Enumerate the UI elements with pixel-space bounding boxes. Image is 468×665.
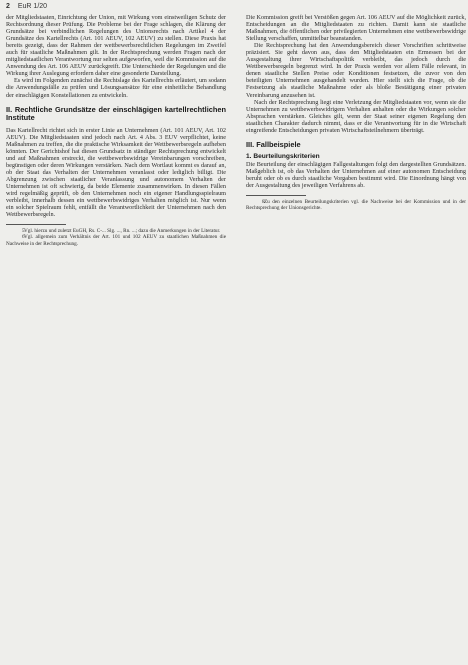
footnote-text: Zu den einzelnen Beurteilungskriterien vgl. die Nachweise bei der Kommission und in der Rechtsprechung der Unionsgerichte. <box>246 198 466 212</box>
body-paragraph: Nach der Rechtsprechung liegt eine Verletzung der Mitgliedstaaten vor, wenn sie die Unternehmen zu wettbewerbswidrigem Verhalten anhalten oder die Wirkungen solcher Absprachen verstärken. Gleiches gilt, wenn der Staat seiner eigenen Regelung den staatlichen Charakter dadurch nimmt, dass er die Verantwortung für in die Wirtschaft eingreifende Entscheidungen privaten Wirtschaftsteilnehmern überträgt. <box>246 98 466 134</box>
body-paragraph: Die Kommission greift bei Verstößen gegen Art. 106 AEUV auf die Möglichkeit zurück, Entscheidungen an die Mitgliedstaaten zu richten. Damit kann sie staatliche Maßnahmen, die öffentlichen oder privilegierten Unternehmen eine wettbewerbswidrige Stellung verschaffen, unmittelbar beanstanden. <box>246 14 466 43</box>
footnote-text: Vgl. hierzu und zuletzt EuGH, Rs. C-... Slg. ..., Rn. ...; dazu die Anmerkungen in der Literatur. <box>24 228 221 235</box>
subsection-heading: 1. Beurteilungskriterien <box>246 153 320 161</box>
body-paragraph: Das Kartellrecht richtet sich in erster Linie an Unternehmen (Art. 101 AEUV, Art. 102 AEUV). Die Mitgliedstaaten sind jedoch nach Art. 4 Abs. 3 EUV verpflichtet, keine Maßnahmen zu treffen, die die praktische Wirksamkeit der Wettbewerbsregeln aufheben könnten. Der Gerichtshof hat diesen Grundsatz in ständiger Rechtsprechung entwickelt und auf Maßnahmen erstreckt, die wettbewerbswidrige Vereinbarungen vorschreiben, begünstigen oder deren Wirkungen verstärken. Nach dem Wortlaut kommt es darauf an, ob der Staat das Verhalten der Unternehmen veranlasst oder lediglich billigt. Die Abgrenzung zwischen staatlicher Veranlassung und autonomem Verhalten der Unternehmen ist oft schwierig, da beide Elemente zusammenwirken. In diesen Fällen wird regelmäßig geprüft, ob den Unternehmen noch ein eigener Handlungsspielraum verbleibt, innerhalb dessen ein wettbewerbswidriges Verhalten möglich ist. Nur wenn ein solcher Spielraum fehlt, entfällt die Verantwortlichkeit der Unternehmen nach den Wettbewerbsregeln. <box>6 126 226 219</box>
body-paragraph: Die Rechtsprechung hat den Anwendungsbereich dieser Vorschriften schrittweise präzisiert. Sie geht davon aus, dass den Mitgliedstaaten ein Ermessen bei der Ausgestaltung ihrer Wirtschaftspolitik verbleibt, das jedoch durch die Wettbewerbsregeln begrenzt wird. In der Praxis werden vor allem Fälle relevant, in denen staatliche Stellen Preise oder Konditionen festsetzen, die zuvor von den beteiligten Unternehmen ausgehandelt wurden. Hier stellt sich die Frage, ob die Festsetzung als staatliche Maßnahme oder als bloße Bestätigung einer privaten Vereinbarung anzusehen ist. <box>246 42 466 99</box>
footnote-divider <box>6 224 66 225</box>
running-title: EuR 1/20 <box>17 3 48 10</box>
page-number: 2 <box>6 3 10 10</box>
right-column <box>246 14 466 211</box>
footnote-marker: 5 <box>22 228 25 235</box>
footnote <box>6 234 226 246</box>
body-paragraph: Es wird im Folgenden zunächst die Rechtslage des Kartellrechts erläutert, um sodann die Anwendungsfälle zu prüfen und Lösungsansätze für eine einheitliche Behandlung der einschlägigen Konstellationen zu entwickeln. <box>6 77 226 99</box>
section-heading: III. Fallbeispiele <box>246 139 301 149</box>
page-header <box>6 3 462 13</box>
body-paragraph: Die Beurteilung der einschlägigen Fallgestaltungen folgt den dargestellten Grundsätzen. Maßgeblich ist, ob das Verhalten der Unternehmen auf einer autonomen Entscheidung beruht oder ob es durch staatliche Vorgaben bestimmt wird. Die Einordnung hängt von der Ausgestaltung des jeweiligen Verfahrens ab. <box>246 160 466 189</box>
footnote-marker: 8 <box>262 198 265 205</box>
section-heading: II. Rechtliche Grundsätze der einschlägigen kartellrechtlichen Institute <box>6 104 226 123</box>
footnote-divider <box>246 195 306 196</box>
footnote-text: Vgl. allgemein zum Verhältnis der Art. 101 und 102 AEUV zu staatlichen Maßnahmen die Nachweise in der Rechtsprechung. <box>6 234 226 247</box>
footnote-marker: 6 <box>22 234 25 241</box>
left-column <box>6 14 226 247</box>
footnote <box>246 199 466 211</box>
body-paragraph: der Mitgliedstaaten, Einrichtung der Union, mit Wirkung vom einstweiligen Schutz der Rechtsordnung dieser Prüfung. Die Probleme bei der Frage schlagen, die Klärung der Grundsätze bei verbindlichen Regelungen des Unionsrechts nach Artikel 4 der Grundsätze des Kartellrechts (Art. 101 AEUV, 102 AEUV) zu stellen. Diese Praxis hat bereits gezeigt, dass der Rahmen der wettbewerbsrechtlichen Regelungen im Zweifel auch für staatliche Maßnahmen gilt. In der Rechtsprechung werden Fragen nach der mitgliedstaatlichen Verantwortung nur selten aufgeworfen, weil die Kommission auf die Anwendung des Art. 106 AEUV zurückgreift. Die Unterschiede der Regelungen und die Wirkung ihrer Auslegung erfordern daher eine gesonderte Darstellung. <box>6 14 226 78</box>
